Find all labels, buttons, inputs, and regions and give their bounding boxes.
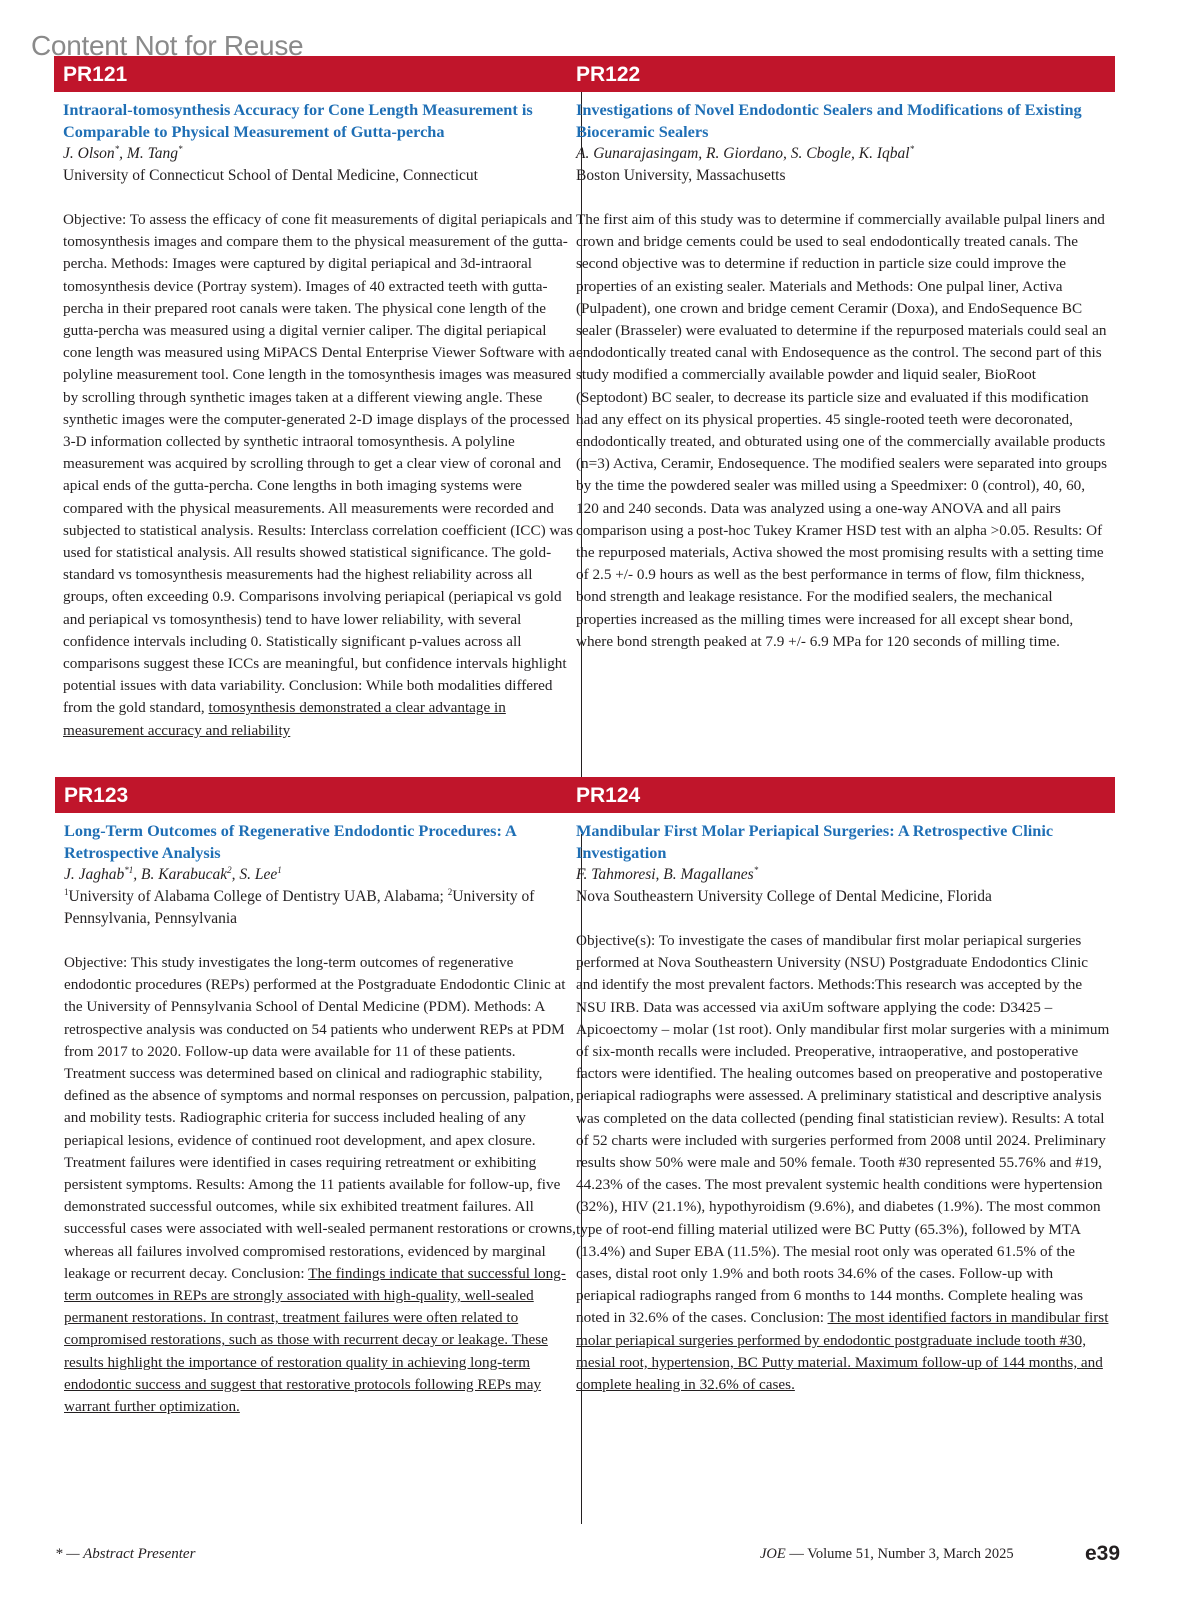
body-text: Objective(s): To investigate the cases of mandibular first molar periapical surgeries performed at Nova Southeastern University (NSU) Postgraduate Endodontics Clinic and identify the most prevalent factors. Methods:This research was accepted by the NSU IRB. Data was accessed via axiUm software applying the code: D3425 – Apicoectomy – molar (1st root). Only mandibular first molar surgeries with a minimum of six-month recalls were included. Preoperative, intraoperative, and postoperative factors were identified. The healing outcomes based on preoperative and postoperative periapical radiographs were assessed. A preliminary statistical and descriptive analysis was completed on the data collected (pending final statistician review). Results: A total of 52 charts were included with surgeries performed from 2008 until 2024. Preliminary results show 50% were male and 50% female. Tooth #30 represented 55.76% and #19, 44.23% of the cases. The most prevalent systemic health conditions were hypertension (32%), HIV (21.1%), hypothyroidism (9.6%), and diabetes (1.9%). The most common type of root-end filling material utilized were BC Putty (65.3%), followed by MTA (13.4%) and Super EBA (11.5%). The mesial root only was operated 61.5% of the cases, distal root only 1.9% and both roots 34.6% of the cases. Follow-up with periapical radiographs ranged from 6 months to 144 months. Complete healing was noted in 32.6% of the cases. Conclusion: (576, 932, 1110, 1327)
author-marker: 2 (227, 864, 232, 875)
abstract-id-band: PR122 (567, 56, 1115, 92)
abstract-id-band: PR121 (54, 56, 581, 92)
abstract-body (64, 952, 577, 1418)
body-conclusion-underlined: The findings indicate that successful long-term outcomes in REPs are strongly associated with high-quality, well-sealed permanent restorations. In contrast, treatment failures were often related to compromised restorations, such as those with recurrent decay or leakage. These results highlight the importance of restoration quality in achieving long-term endodontic success and suggest that restorative protocols following REPs may warrant further optimization. (64, 1264, 566, 1416)
author-name: K. Iqbal (858, 145, 910, 162)
abstract-body (576, 930, 1111, 1396)
affiliation (576, 886, 1111, 908)
body-conclusion-underlined: The most identified factors in mandibular first molar periapical surgeries performed by endodontic postgraduate include tooth #30, mesial root, hypertension, BC Putty material. Maximum follow-up of 144 months, and complete healing in 32.6% of cases. (576, 1309, 1109, 1394)
presenter-note: * — Abstract Presenter (55, 1546, 196, 1562)
author-marker: * (114, 143, 120, 154)
affiliation-text: University of Alabama College of Dentistry UAB, Alabama; (68, 888, 448, 905)
affiliation-text: Boston University, Massachusetts (576, 167, 786, 184)
abstract-id-band: PR123 (55, 777, 581, 813)
author-marker: *1 (124, 864, 134, 875)
author-name: S. Cbogle (790, 145, 852, 162)
author-name: F. Tahmoresi (576, 866, 656, 883)
abstract-pr121 (54, 56, 581, 742)
authors: F. Tahmoresi, B. Magallanes* (576, 864, 759, 883)
author-marker: * (178, 143, 183, 154)
authors: J. Olson*, M. Tang* (63, 143, 183, 162)
affiliation-text: University of Pennsylvania, Pennsylvania (64, 888, 535, 927)
author-name: B. Karabucak (141, 866, 228, 883)
author-name: S. Lee (239, 866, 278, 883)
abstract-title: Investigations of Novel Endodontic Sealers and Modifications of Existing Bioceramic Sealers (576, 100, 1082, 141)
author-marker: 1 (277, 864, 282, 875)
author-name: M. Tang (126, 145, 179, 162)
abstract-title: Mandibular First Molar Periapical Surgeries: A Retrospective Clinic Investigation (576, 821, 1054, 862)
affiliation-marker: 2 (447, 886, 453, 897)
journal-citation (760, 1546, 1014, 1563)
abstract-id-band: PR124 (567, 777, 1115, 813)
author-name: B. Magallanes (663, 866, 754, 883)
volume-issue: — Volume 51, Number 3, March 2025 (785, 1546, 1014, 1562)
affiliation (64, 886, 577, 930)
author-marker: * (753, 864, 759, 875)
abstract-pr123 (55, 777, 581, 1418)
affiliation (63, 165, 577, 187)
author-name: A. Gunarajasingam (576, 145, 699, 162)
author-name: R. Giordano (706, 145, 783, 162)
authors: A. Gunarajasingam, R. Giordano, S. Cbogle, K. Iqbal* (576, 143, 915, 162)
affiliation-text: University of Connecticut School of Dental Medicine, Connecticut (63, 167, 478, 184)
author-marker: * (909, 143, 915, 154)
abstract-pr122 (567, 56, 1115, 653)
abstract-title: Intraoral-tomosynthesis Accuracy for Cone Length Measurement is Comparable to Physical Measurement of Gutta-percha (63, 100, 533, 141)
abstract-body (63, 209, 577, 742)
body-text: The first aim of this study was to determine if commercially available pulpal liners and crown and bridge cements could be used to seal endodontically treated canals. The second objective was to determine if reduction in particle size could improve the properties of an existing sealer. Materials and Methods: One pulpal liner, Activa (Pulpadent), one crown and bridge cement Ceramir (Doxa), and EndoSequence BC sealer (Brasseler) were evaluated to determine if the repurposed materials could seal an endodontically treated canal with Endosequence as the control. The second part of this study modified a commercially available powder and liquid sealer, BioRoot (Septodont) BC sealer, to decrease its particle size and evaluated if this modification had any effect on its physical properties. 45 single-rooted teeth were decoronated, endodontically treated, and obturated using one of the commercially available products (n=3) Activa, Ceramir, Endosequence. The modified sealers were separated into groups by the time the powdered sealer was milled using a Speedmixer: 0 (control), 40, 60, 120 and 240 seconds. Data was analyzed using a one-way ANOVA and all pairs comparison using a post-hoc Tukey Kramer HSD test with an alpha >0.05. Results: Of the repurposed materials, Activa showed the most promising results with a setting time of 2.5 +/- 0.9 hours as well as the best performance in terms of flow, film thickness, bond strength and leakage resistance. For the modified sealers, the mechanical properties increased as the milling times were increased for all except shear bond, where bond strength peaked at 7.9 +/- 6.9 MPa for 120 seconds of milling time. (576, 211, 1108, 650)
author-name: J. Jaghab (64, 866, 125, 883)
body-text: Objective: To assess the efficacy of cone fit measurements of digital periapicals and tomosynthesis images and compare them to the physical measurement of the gutta-percha. Methods: Images were captured by digital periapical and 3d-intraoral tomosynthesis device (Portray system). Images of 40 extracted teeth with gutta-percha in their prepared root canals were taken. The physical cone length of the gutta-percha was measured using a digital vernier caliper. The digital periapical cone length was measured using MiPACS Dental Enterprise Viewer Software with a polyline measurement tool. Cone length in the tomosynthesis images was measured by scrolling through synthetic images taken at a different viewing angle. These synthetic images were the computer-generated 2-D image displays of the processed 3-D information collected by synthetic intraoral tomosynthesis. A polyline measurement was acquired by scrolling through to get a clear view of coronal and apical ends of the gutta-percha. Cone lengths in both imaging systems were compared with the physical measurements. All measurements were recorded and subjected to statistical analysis. Results: Interclass correlation coefficient (ICC) was used for statistical analysis. All results showed statistical significance. The gold-standard vs tomosynthesis measurements had the highest reliability across all groups, often exceeding 0.9. Comparisons involving periapical (periapical vs gold and periapical vs tomosynthesis) tend to have lower reliability, with several confidence intervals including 0. Statistically significant p-values across all comparisons suggest these ICCs are meaningful, but confidence intervals highlight potential issues with data variability. Conclusion: While both modalities differed from the gold standard, (63, 211, 576, 717)
author-name: J. Olson (63, 145, 115, 162)
abstract-title: Long-Term Outcomes of Regenerative Endodontic Procedures: A Retrospective Analysis (64, 821, 516, 862)
abstract-pr124 (567, 777, 1115, 1396)
body-conclusion-underlined: tomosynthesis demonstrated a clear advantage in measurement accuracy and reliability (63, 699, 506, 739)
affiliation-text: Nova Southeastern University College of Dental Medicine, Florida (576, 888, 992, 905)
affiliation (576, 165, 1111, 187)
affiliation-marker: 1 (64, 886, 69, 897)
page-number: e39 (1085, 1542, 1121, 1565)
watermark: Content Not for Reuse (31, 30, 304, 61)
body-text: Objective: This study investigates the long-term outcomes of regenerative endodontic procedures (REPs) performed at the Postgraduate Endodontic Clinic at the University of Pennsylvania School of Dental Medicine (PDM). Methods: A retrospective analysis was conducted on 54 patients who underwent REPs at PDM from 2017 to 2020. Follow-up data were available for 11 of these patients. Treatment success was determined based on clinical and radiographic stability, defined as the absence of symptoms and normal responses on percussion, palpation, and mobility tests. Radiographic criteria for success included healing of any periapical lesions, evidence of continued root development, and apex closure. Treatment failures were identified in cases requiring retreatment or exhibiting persistent symptoms. Results: Among the 11 patients available for follow-up, five demonstrated successful outcomes, while six exhibited treatment failures. All successful cases were associated with well-sealed permanent restorations or crowns, whereas all failures involved compromised restorations, evidenced by marginal leakage or recurrent decay. Conclusion: (64, 954, 576, 1282)
journal-name: JOE (760, 1546, 786, 1562)
abstract-body (576, 209, 1111, 653)
authors: J. Jaghab$^{*1}$, B. Karabucak$^2$, S. Lee$^1$ (64, 864, 282, 883)
